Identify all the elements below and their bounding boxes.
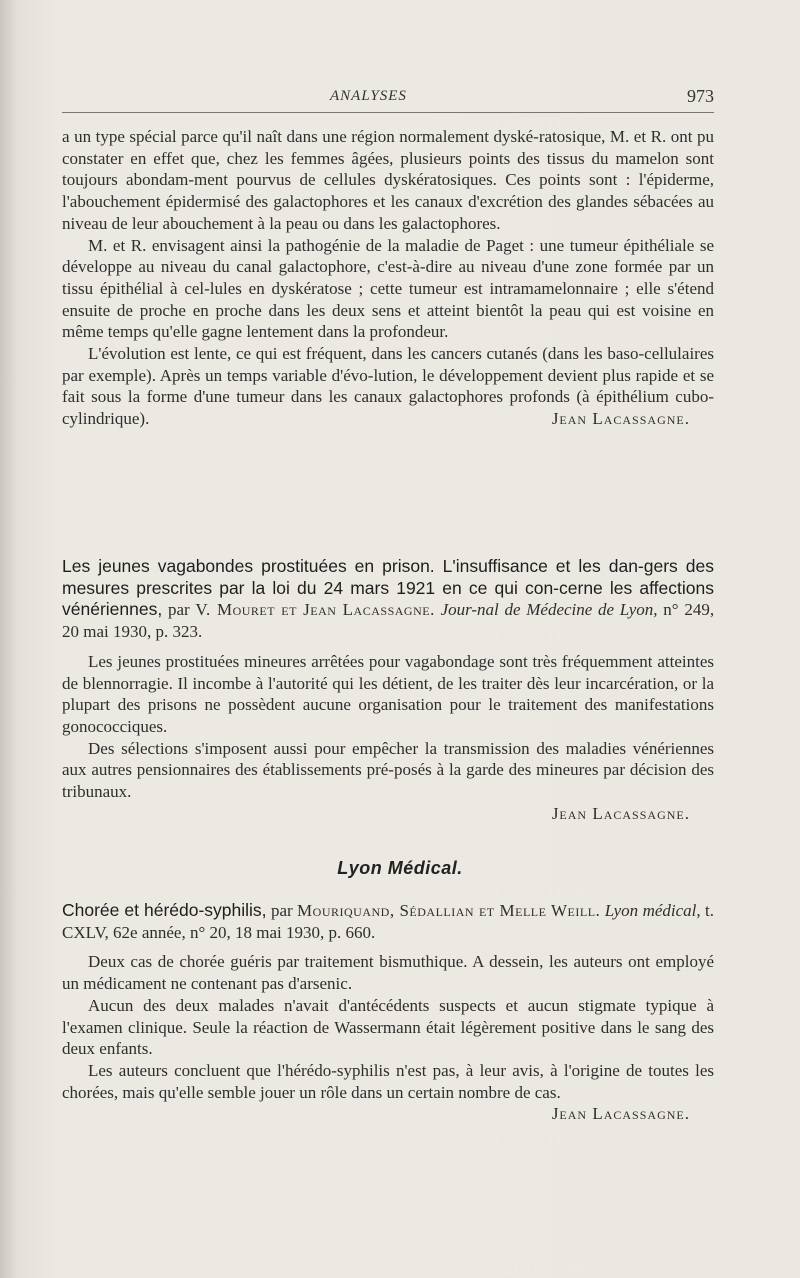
signature: Jean Lacassagne. bbox=[551, 1104, 690, 1124]
article-authors: Mouriquand, Sédallian et Melle Weill. bbox=[297, 901, 601, 920]
paragraph: Les jeunes prostituées mineures arrêtées pour vagabondage sont très fréquemment atteintes de blennorragie. Il incombe à l'autorité qui les détient, de les traiter dès leur incarcération, or la plupart des prisons ne possèdent aucune organisation pour le traitement des manifestations gonococciques. bbox=[62, 651, 714, 736]
page-header bbox=[62, 84, 714, 108]
citation: t. CXLV, 62e année, n° 20, 18 mai 1930, p. 660. bbox=[62, 901, 715, 942]
paragraph-text: Les auteurs concluent que l'hérédo-syphilis n'est pas, à leur avis, à l'origine de toutes les chorées, mais qu'elle semble jouer un rôle dans un certain nombre de cas. bbox=[62, 1060, 714, 1102]
citation: n° 249, 20 mai 1930, p. 323. bbox=[62, 600, 715, 642]
journal-name: Jour-nal de Médecine de Lyon, bbox=[440, 600, 658, 620]
signature: Jean Lacassagne. bbox=[551, 409, 690, 429]
article-continuation bbox=[62, 126, 714, 430]
article-heading bbox=[62, 556, 714, 643]
page-number: 973 bbox=[687, 86, 714, 106]
article-choree bbox=[62, 900, 714, 1125]
paragraph: a un type spécial parce qu'il naît dans une région normalement dyské-ratosique, M. et R. ont pu constater en effet que, chez les femmes âgées, plusieurs points des tissus du mamelon sont toujours abondam-ment pourvus de cellules dyskératosiques. Ces points sont : l'épiderme, l'abouchement épidermisé des galactophores et les canaux d'excrétion des glandes sébacées au niveau de leur abouchement à la peau ou dans les galactophores. bbox=[62, 127, 714, 233]
article-title: Chorée et hérédo-syphilis, bbox=[62, 900, 267, 920]
journal-name: Lyon médical, bbox=[604, 901, 701, 920]
paragraph: Des sélections s'imposent aussi pour empêcher la transmission des maladies vénériennes aux autres pensionnaires des établissements pré-posés à la garde des mineures par décision des tribunaux. bbox=[62, 738, 714, 802]
paragraph-text: L'évolution est lente, ce qui est fréquent, dans les cancers cutanés (dans les baso-cellulaires par exemple). Après un temps variable d'évo-lution, le développement devient plus rapide et se fait sous la forme d'une tumeur dans les canaux galactophores profonds (à épithélium cubo-cylindrique). bbox=[62, 344, 714, 429]
running-title: ANALYSES bbox=[330, 88, 407, 104]
section-heading: Lyon Médical. bbox=[337, 858, 463, 878]
header-rule bbox=[62, 112, 714, 113]
article-prostituees bbox=[62, 556, 714, 824]
paragraph: Aucun des deux malades n'avait d'antécédents suspects et aucun stigmate typique à l'examen clinique. Seule la réaction de Wassermann était légèrement positive dans le sang des deux enfants. bbox=[62, 995, 714, 1059]
article-authors: V. Mouret et Jean Lacassagne. bbox=[195, 600, 435, 620]
paragraph: M. et R. envisagent ainsi la pathogénie de la maladie de Paget : une tumeur épithéliale se développe au niveau du canal galactophore, c'est-à-dire au niveau d'une zone formée par un tissu épithélial à cel-lules en dyskératose ; cette tumeur est intramamelonnaire ; elle s'étend ensuite de proche en proche dans les deux sens et atteint bientôt la peau qui est voisine en même temps qu'elle gagne lentement dans la profondeur. bbox=[62, 235, 714, 342]
paragraph bbox=[62, 1060, 714, 1124]
signature: Jean Lacassagne. bbox=[551, 803, 690, 823]
article-title: Les jeunes vagabondes prostituées en prison. L'insuffisance et les dan-gers des mesures prescrites par la loi du 24 mars 1921 en ce qui con-cerne les affections vénériennes, bbox=[62, 556, 714, 620]
paragraph bbox=[62, 343, 714, 430]
article-heading bbox=[62, 900, 714, 943]
by-word: par bbox=[167, 600, 190, 620]
by-word: par bbox=[270, 901, 293, 920]
paragraph: Deux cas de chorée guéris par traitement bismuthique. A dessein, les auteurs ont employé un médicament ne contenant pas d'arsenic. bbox=[62, 952, 714, 994]
